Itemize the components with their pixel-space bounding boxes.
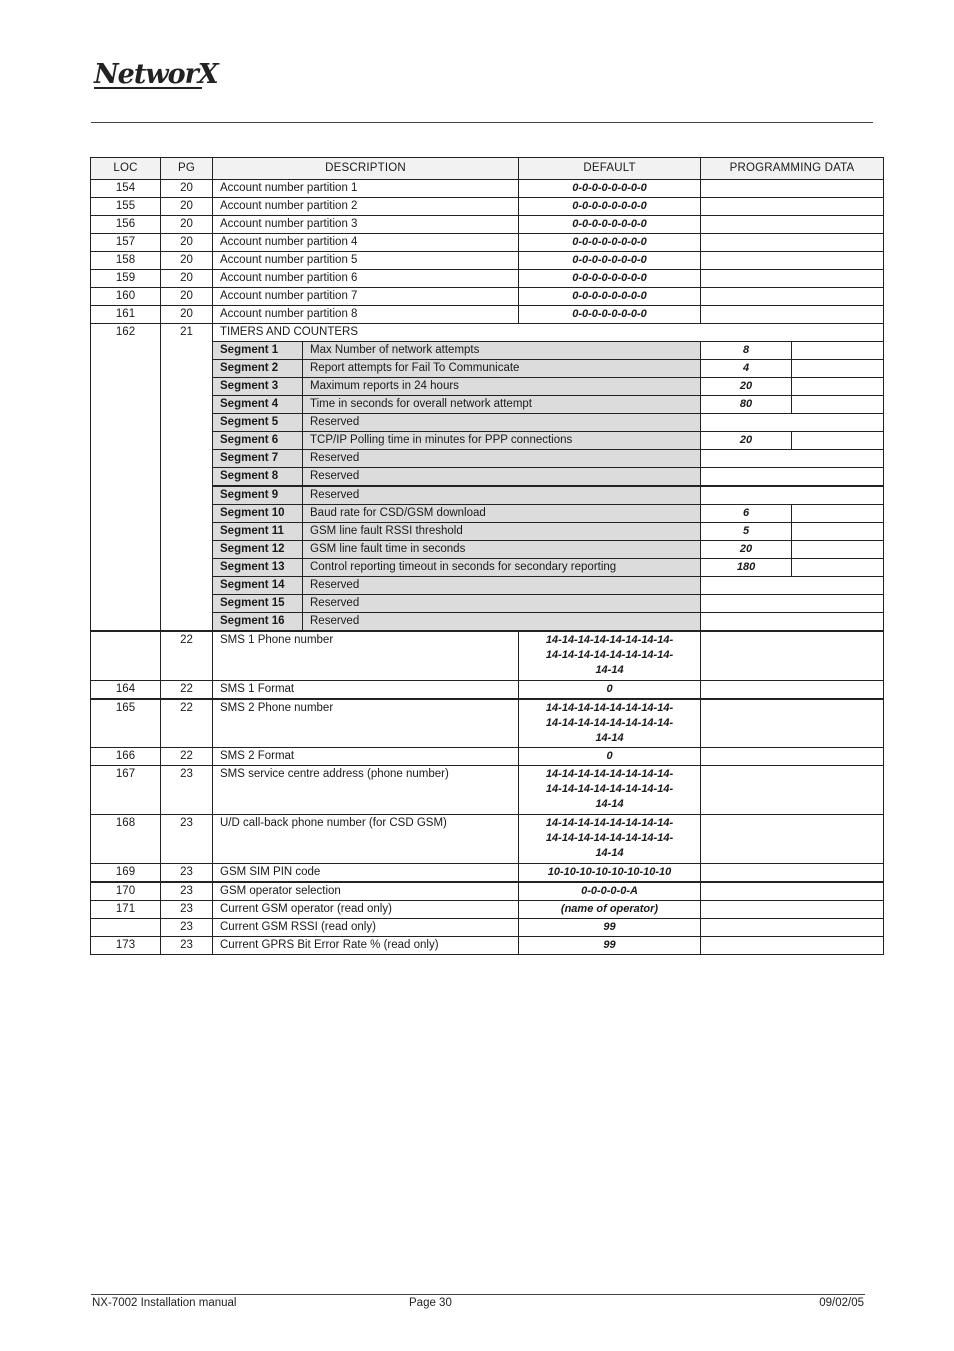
programming-data-cell xyxy=(701,699,884,748)
default-cell xyxy=(519,699,701,748)
pg-cell: 23 xyxy=(161,864,213,883)
default-cell: 99 xyxy=(519,937,701,955)
pg-cell: 23 xyxy=(161,882,213,901)
segment-programming-data xyxy=(701,450,884,468)
description-cell: Account number partition 6 xyxy=(213,270,519,288)
segment-description: Reserved xyxy=(303,468,701,487)
segment-programming-data xyxy=(701,486,884,505)
description-cell: Account number partition 2 xyxy=(213,198,519,216)
loc-cell: 155 xyxy=(91,198,161,216)
loc-cell: 161 xyxy=(91,306,161,324)
pg-cell: 20 xyxy=(161,270,213,288)
default-cell: 0-0-0-0-0-0-0-0 xyxy=(519,270,701,288)
segment-programming-data xyxy=(792,396,884,414)
default-cell xyxy=(519,815,701,864)
segment-programming-data xyxy=(701,414,884,432)
table-row xyxy=(91,288,884,306)
table-row xyxy=(91,766,884,815)
pg-cell: 22 xyxy=(161,631,213,680)
segment-programming-data xyxy=(792,342,884,360)
segment-description: Reserved xyxy=(303,414,701,432)
footer-date: 09/02/05 xyxy=(819,1297,864,1309)
description-cell: Account number partition 7 xyxy=(213,288,519,306)
description-cell: Account number partition 5 xyxy=(213,252,519,270)
header-description: DESCRIPTION xyxy=(213,158,519,180)
default-line: 14-14-14-14-14-14-14-14- xyxy=(545,768,674,780)
segment-programming-data xyxy=(792,432,884,450)
segment-description: Reserved xyxy=(303,450,701,468)
default-cell: 0-0-0-0-0-0-0-0 xyxy=(519,216,701,234)
loc-cell: 169 xyxy=(91,864,161,883)
segment-label: Segment 8 xyxy=(213,468,303,487)
loc-cell: 165 xyxy=(91,699,161,748)
programming-data-cell xyxy=(701,234,884,252)
table-row xyxy=(91,815,884,864)
footer-page-number: Page 30 xyxy=(409,1297,452,1309)
description-cell: SMS 1 Format xyxy=(213,680,519,699)
description-cell: Account number partition 4 xyxy=(213,234,519,252)
pg-cell: 23 xyxy=(161,815,213,864)
table-row xyxy=(91,680,884,699)
segment-description: Maximum reports in 24 hours xyxy=(303,378,701,396)
default-cell xyxy=(519,631,701,680)
table-row xyxy=(91,631,884,680)
segment-label: Segment 5 xyxy=(213,414,303,432)
segment-programming-data xyxy=(701,595,884,613)
segment-label: Segment 7 xyxy=(213,450,303,468)
segment-programming-data xyxy=(792,559,884,577)
table-row xyxy=(91,198,884,216)
description-cell: SMS 2 Format xyxy=(213,748,519,766)
table-row xyxy=(91,919,884,937)
description-cell: Account number partition 3 xyxy=(213,216,519,234)
default-cell: 0 xyxy=(519,748,701,766)
pg-cell: 20 xyxy=(161,252,213,270)
segment-label: Segment 11 xyxy=(213,523,303,541)
default-line: 14-14 xyxy=(595,847,624,859)
segment-description: TCP/IP Polling time in minutes for PPP connections xyxy=(303,432,701,450)
description-cell: Current GPRS Bit Error Rate % (read only) xyxy=(213,937,519,955)
segment-label: Segment 1 xyxy=(213,342,303,360)
pg-cell: 20 xyxy=(161,198,213,216)
loc-cell: 171 xyxy=(91,901,161,919)
loc-cell: 173 xyxy=(91,937,161,955)
default-line: 14-14-14-14-14-14-14-14- xyxy=(545,817,674,829)
default-cell: 0-0-0-0-0-0-0-0 xyxy=(519,180,701,198)
loc-cell xyxy=(91,919,161,937)
segment-description: Reserved xyxy=(303,486,701,505)
segment-label: Segment 14 xyxy=(213,577,303,595)
default-line: 14-14-14-14-14-14-14-14- xyxy=(545,701,674,714)
loc-cell: 159 xyxy=(91,270,161,288)
segment-description: Reserved xyxy=(303,613,701,632)
default-cell: 0-0-0-0-0-0-0-0 xyxy=(519,252,701,270)
segment-label: Segment 10 xyxy=(213,505,303,523)
segment-programming-data xyxy=(792,523,884,541)
programming-data-cell xyxy=(701,919,884,937)
timers-title: TIMERS AND COUNTERS xyxy=(213,324,884,342)
table-row xyxy=(91,901,884,919)
programming-data-cell xyxy=(701,252,884,270)
segment-default: 80 xyxy=(701,396,792,414)
description-cell: Account number partition 1 xyxy=(213,180,519,198)
segment-description: Baud rate for CSD/GSM download xyxy=(303,505,701,523)
segment-default: 5 xyxy=(701,523,792,541)
description-cell: SMS 1 Phone number xyxy=(213,631,519,680)
networx-logo xyxy=(92,46,272,102)
programming-data-cell xyxy=(701,766,884,815)
segment-description: GSM line fault RSSI threshold xyxy=(303,523,701,541)
default-cell: 0-0-0-0-0-0-0-0 xyxy=(519,306,701,324)
loc-cell: 170 xyxy=(91,882,161,901)
loc-cell: 157 xyxy=(91,234,161,252)
loc-cell: 156 xyxy=(91,216,161,234)
programming-data-cell xyxy=(701,198,884,216)
description-cell: U/D call-back phone number (for CSD GSM) xyxy=(213,815,519,864)
programming-data-cell xyxy=(701,270,884,288)
header-pg: PG xyxy=(161,158,213,180)
segment-programming-data xyxy=(792,378,884,396)
description-cell: SMS service centre address (phone number) xyxy=(213,766,519,815)
table-row xyxy=(91,252,884,270)
pg-cell: 22 xyxy=(161,748,213,766)
segment-label: Segment 12 xyxy=(213,541,303,559)
programming-data-cell xyxy=(701,815,884,864)
header-default: DEFAULT xyxy=(519,158,701,180)
table-row xyxy=(91,699,884,748)
pg-cell: 23 xyxy=(161,901,213,919)
table-row xyxy=(91,882,884,901)
loc-cell: 158 xyxy=(91,252,161,270)
segment-description: Reserved xyxy=(303,577,701,595)
description-cell: SMS 2 Phone number xyxy=(213,699,519,748)
segment-default: 180 xyxy=(701,559,792,577)
segment-label: Segment 3 xyxy=(213,378,303,396)
segment-description: Max Number of network attempts xyxy=(303,342,701,360)
segment-default: 20 xyxy=(701,541,792,559)
footer-manual-title: NX-7002 Installation manual xyxy=(92,1297,237,1309)
default-line: 14-14-14-14-14-14-14-14- xyxy=(545,649,674,661)
loc-cell: 168 xyxy=(91,815,161,864)
pg-cell: 20 xyxy=(161,180,213,198)
programming-data-cell xyxy=(701,216,884,234)
description-cell: Account number partition 8 xyxy=(213,306,519,324)
logo-text: NetworX xyxy=(94,59,218,90)
pg-cell: 23 xyxy=(161,937,213,955)
loc-cell: 167 xyxy=(91,766,161,815)
programming-data-cell xyxy=(701,748,884,766)
loc-cell xyxy=(91,631,161,680)
header-rule xyxy=(91,122,873,123)
description-cell: GSM SIM PIN code xyxy=(213,864,519,883)
description-cell: Current GSM operator (read only) xyxy=(213,901,519,919)
table-row xyxy=(91,864,884,883)
pg-cell: 22 xyxy=(161,699,213,748)
segment-description: Time in seconds for overall network attempt xyxy=(303,396,701,414)
header-programming-data: PROGRAMMING DATA xyxy=(701,158,884,180)
segment-default: 6 xyxy=(701,505,792,523)
table-row xyxy=(91,748,884,766)
programming-data-cell xyxy=(701,306,884,324)
default-cell: 0-0-0-0-0-0-0-0 xyxy=(519,234,701,252)
table-row xyxy=(91,937,884,955)
segment-default: 8 xyxy=(701,342,792,360)
table-row xyxy=(91,306,884,324)
header-loc: LOC xyxy=(91,158,161,180)
description-cell: Current GSM RSSI (read only) xyxy=(213,919,519,937)
pg-cell: 20 xyxy=(161,306,213,324)
default-cell xyxy=(519,766,701,815)
segment-programming-data xyxy=(701,468,884,487)
pg-cell: 21 xyxy=(161,324,213,632)
segment-programming-data xyxy=(701,577,884,595)
segment-description: Control reporting timeout in seconds for secondary reporting xyxy=(303,559,701,577)
segment-label: Segment 2 xyxy=(213,360,303,378)
description-cell: GSM operator selection xyxy=(213,882,519,901)
loc-cell: 160 xyxy=(91,288,161,306)
programming-data-cell xyxy=(701,680,884,699)
segment-label: Segment 9 xyxy=(213,486,303,505)
segment-label: Segment 15 xyxy=(213,595,303,613)
programming-data-cell xyxy=(701,631,884,680)
default-line: 14-14 xyxy=(595,798,624,810)
pg-cell: 23 xyxy=(161,766,213,815)
default-line: 14-14-14-14-14-14-14-14- xyxy=(545,634,674,646)
segment-description: GSM line fault time in seconds xyxy=(303,541,701,559)
segment-label: Segment 13 xyxy=(213,559,303,577)
programming-data-cell xyxy=(701,288,884,306)
default-cell: 0 xyxy=(519,680,701,699)
default-cell: (name of operator) xyxy=(519,901,701,919)
segment-description: Reserved xyxy=(303,595,701,613)
table-row xyxy=(91,234,884,252)
loc-cell: 154 xyxy=(91,180,161,198)
default-line: 14-14 xyxy=(595,731,624,744)
default-line: 14-14-14-14-14-14-14-14- xyxy=(545,832,674,844)
footer-rule xyxy=(91,1294,865,1295)
pg-cell: 20 xyxy=(161,288,213,306)
default-cell: 0-0-0-0-0-A xyxy=(519,882,701,901)
table-row xyxy=(91,180,884,198)
pg-cell: 23 xyxy=(161,919,213,937)
programming-table xyxy=(90,157,884,955)
segment-programming-data xyxy=(792,505,884,523)
default-line: 14-14-14-14-14-14-14-14- xyxy=(545,716,674,729)
loc-cell: 166 xyxy=(91,748,161,766)
table-row xyxy=(91,270,884,288)
default-cell: 0-0-0-0-0-0-0-0 xyxy=(519,198,701,216)
segment-default: 20 xyxy=(701,378,792,396)
programming-data-cell xyxy=(701,864,884,883)
segment-label: Segment 4 xyxy=(213,396,303,414)
default-cell: 99 xyxy=(519,919,701,937)
default-cell: 10-10-10-10-10-10-10-10 xyxy=(519,864,701,883)
segment-default: 20 xyxy=(701,432,792,450)
pg-cell: 20 xyxy=(161,234,213,252)
segment-description: Report attempts for Fail To Communicate xyxy=(303,360,701,378)
pg-cell: 20 xyxy=(161,216,213,234)
programming-data-cell xyxy=(701,180,884,198)
table-row xyxy=(91,216,884,234)
segment-label: Segment 6 xyxy=(213,432,303,450)
default-line: 14-14-14-14-14-14-14-14- xyxy=(545,783,674,795)
default-line: 14-14 xyxy=(595,664,624,676)
table-header-row xyxy=(91,158,884,180)
segment-programming-data xyxy=(792,541,884,559)
segment-label: Segment 16 xyxy=(213,613,303,632)
programming-data-cell xyxy=(701,937,884,955)
timers-row xyxy=(91,324,884,342)
pg-cell: 22 xyxy=(161,680,213,699)
segment-programming-data xyxy=(792,360,884,378)
segment-programming-data xyxy=(701,613,884,632)
loc-cell: 162 xyxy=(91,324,161,632)
programming-data-cell xyxy=(701,901,884,919)
default-cell: 0-0-0-0-0-0-0-0 xyxy=(519,288,701,306)
segment-default: 4 xyxy=(701,360,792,378)
programming-data-cell xyxy=(701,882,884,901)
loc-cell: 164 xyxy=(91,680,161,699)
